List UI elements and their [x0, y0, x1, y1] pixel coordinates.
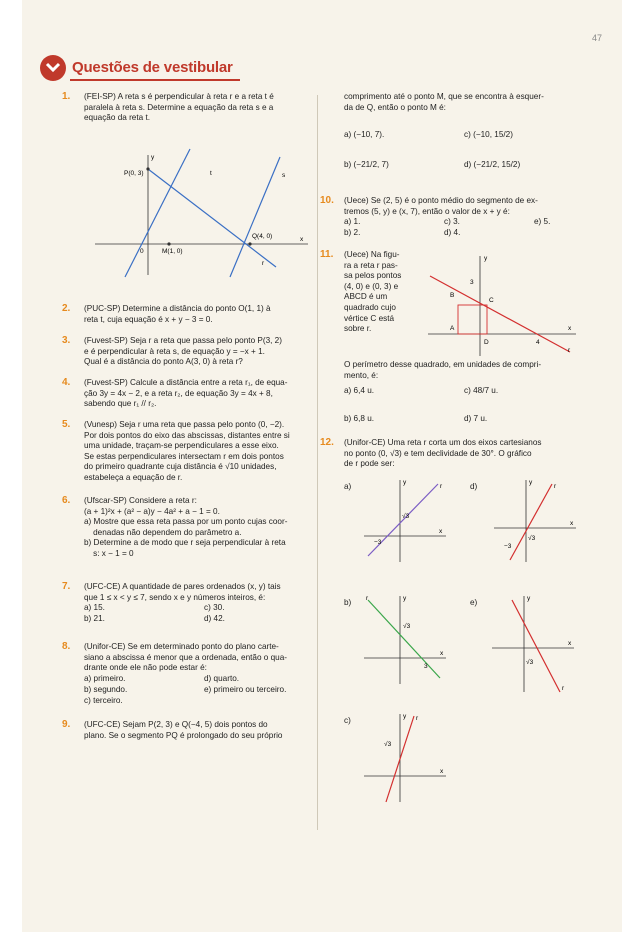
- option-d: d) 42.: [204, 614, 225, 623]
- question-8: [62, 641, 307, 705]
- axis-mark-4: 4: [536, 339, 540, 346]
- line-label-s: s: [282, 172, 286, 179]
- question-text: uma unidade, traçam-se perpendiculares a esse eixo.: [84, 441, 279, 451]
- question-text: plano. Se o segmento PQ é prolongado do seu próprio: [84, 730, 283, 740]
- question-number: 2.: [62, 303, 71, 314]
- axis-label-x: x: [440, 768, 444, 775]
- question-6: [62, 495, 307, 558]
- intercept-label: √3: [528, 535, 536, 542]
- question-text: paralela à reta s. Determine a equação da reta s e a: [84, 102, 274, 112]
- option-b: b) segundo.: [84, 685, 128, 694]
- option-c: c) 48/7 u.: [464, 386, 499, 395]
- question-part-b: b) Determine a de modo que r seja perpendicular à reta: [84, 538, 286, 548]
- question-number: 6.: [62, 495, 71, 506]
- question-number: 5.: [62, 419, 71, 430]
- question-text: do primeiro quadrante cuja distância é √10 unidades,: [84, 462, 277, 472]
- question-text: reta t, cuja equação é x + y − 3 = 0.: [84, 314, 213, 324]
- question-text: sabendo que r₁ // r₂.: [84, 399, 157, 409]
- option-c: c) 30.: [204, 603, 225, 612]
- axis-label-x: x: [439, 528, 443, 535]
- graph-option-c: [360, 710, 450, 806]
- graph-option-d: [490, 476, 580, 566]
- root-label: 3: [424, 663, 428, 670]
- question-text: estabeleça a equação de r.: [84, 472, 183, 482]
- question-text: (Unifor-CE) Se em determinado ponto do plano carte-: [84, 642, 279, 651]
- axis-label-x: x: [568, 640, 572, 647]
- question-text: no ponto (0, √3) e tem declividade de 30°. O gráfico: [344, 448, 532, 458]
- line-label-r: r: [440, 483, 443, 490]
- option-c: c) 3.: [444, 217, 460, 226]
- question-2: [62, 303, 307, 324]
- root-label: −3: [504, 543, 512, 550]
- question-text: siano a abscissa é menor que a ordenada, então o qua-: [84, 652, 288, 662]
- axis-label-y: y: [529, 479, 533, 486]
- question-text: (PUC-SP) Determine a distância do ponto O(1, 1) à: [84, 304, 271, 313]
- section-title: Questões de vestibular: [72, 59, 233, 76]
- option-a: a) 15.: [84, 603, 105, 612]
- question-4: [62, 377, 307, 409]
- line-label-r: r: [568, 347, 571, 354]
- graph-option-d-label: d): [470, 482, 478, 491]
- axis-label-x: x: [568, 325, 572, 332]
- question-part-a: a) Mostre que essa reta passa por um ponto cujas coor-: [84, 517, 288, 527]
- question-text: comprimento até o ponto M, que se encontra à esquer-: [344, 92, 544, 101]
- question-text: Por dois pontos do eixo das abscissas, distantes entre si: [84, 430, 290, 440]
- question-number: 4.: [62, 377, 71, 388]
- root-label: −3: [374, 539, 382, 546]
- question-text: (Fuvest-SP) Calcule a distância entre a reta r₁, de equa-: [84, 378, 288, 387]
- figure-q11-graph: [420, 252, 580, 362]
- section-header: [40, 55, 240, 85]
- intercept-label: √3: [526, 659, 534, 666]
- question-part-b: s: x − 1 = 0: [84, 548, 134, 558]
- column-divider: [317, 95, 318, 830]
- graph-option-b-label: b): [344, 598, 352, 607]
- question-number: 1.: [62, 91, 71, 102]
- axis-label-y: y: [527, 595, 531, 602]
- question-text: (FEI-SP) A reta s é perpendicular à reta r e a reta t é: [84, 92, 274, 101]
- option-b: b) 21.: [84, 614, 105, 623]
- option-a: a) 6,4 u.: [344, 386, 375, 395]
- axis-label-y: y: [403, 595, 407, 602]
- line-label-t: t: [210, 170, 212, 177]
- question-number: 10.: [320, 195, 334, 206]
- graph-option-e-label: e): [470, 598, 478, 607]
- question-3: [62, 335, 307, 367]
- question-text: tremos (5, y) e (x, 7), então o valor de x + y é:: [344, 206, 510, 216]
- question-number: 7.: [62, 581, 71, 592]
- option-c: c) (−10, 15/2): [464, 130, 513, 139]
- question-text: (Unifor-CE) Uma reta r corta um dos eixos cartesianos: [344, 438, 542, 447]
- question-text: (Vunesp) Seja r uma reta que passa pelo ponto (0, −2).: [84, 420, 285, 429]
- point-label-p: P(0, 3): [124, 170, 144, 177]
- question-number: 8.: [62, 641, 71, 652]
- axis-label-x: x: [300, 236, 304, 243]
- question-text: (Ufscar-SP) Considere a reta r:: [84, 496, 197, 505]
- title-underline: [70, 79, 240, 81]
- option-d: d) 4.: [444, 228, 461, 237]
- question-text: sa pelos pontos: [344, 271, 402, 281]
- question-text: (Uece) Na figu-: [344, 250, 400, 259]
- question-9: [62, 719, 307, 740]
- page-number: 47: [592, 33, 603, 43]
- figure-q1-graph: [90, 147, 312, 282]
- question-text: (Uece) Se (2, 5) é o ponto médio do segmento de ex-: [344, 196, 538, 205]
- question-12: [320, 437, 590, 469]
- axis-label-y: y: [403, 713, 407, 720]
- line-label-r: r: [416, 715, 419, 722]
- option-d: d) 7 u.: [464, 414, 488, 423]
- question-text: mento, é:: [344, 370, 379, 380]
- question-text: (UFC-CE) Sejam P(2, 3) e Q(−4, 5) dois pontos do: [84, 720, 268, 729]
- option-d: d) (−21/2, 15/2): [464, 160, 521, 169]
- graph-option-e: [488, 592, 578, 696]
- option-a: a) (−10, 7).: [344, 130, 385, 139]
- axis-mark-3: 3: [470, 279, 474, 286]
- question-text: da de Q, então o ponto M é:: [344, 102, 446, 112]
- question-text: de r pode ser:: [344, 459, 395, 469]
- option-b: b) 6,8 u.: [344, 414, 375, 423]
- graph-option-b: [360, 592, 450, 688]
- question-part-a: denadas não dependem do parâmetro a.: [84, 527, 242, 537]
- question-text: que 1 ≤ x < y ≤ 7, sendo x e y números inteiros, é:: [84, 592, 266, 602]
- question-text: ra a reta r pas-: [344, 260, 398, 270]
- vertex-label-c: C: [489, 297, 494, 304]
- arrow-badge-icon: [40, 55, 66, 81]
- option-b: b) 2.: [344, 228, 361, 237]
- question-text: vértice C está: [344, 313, 395, 323]
- question-5: [62, 419, 307, 482]
- axis-label-y: y: [403, 479, 407, 486]
- question-number: 12.: [320, 437, 334, 448]
- line-label-r: r: [562, 685, 565, 692]
- axis-label-y: y: [484, 255, 488, 262]
- question-text: (UFC-CE) A quantidade de pares ordenados (x, y) tais: [84, 582, 281, 591]
- option-a: a) primeiro.: [84, 674, 126, 683]
- axis-label-y: y: [151, 154, 155, 161]
- axis-label-x: x: [570, 520, 574, 527]
- line-label-r: r: [366, 595, 369, 602]
- option-e: e) 5.: [534, 217, 551, 226]
- question-text: Qual é a distância do ponto A(3, 0) à reta r?: [84, 357, 243, 367]
- intercept-label: √3: [402, 513, 410, 520]
- question-text: e é perpendicular à reta s, de equação y = −x + 1.: [84, 346, 265, 356]
- question-text: (4, 0) e (0, 3) e: [344, 281, 399, 291]
- origin-label: 0: [140, 248, 144, 255]
- option-a: a) 1.: [344, 217, 361, 226]
- vertex-label-a: A: [450, 325, 455, 332]
- graph-option-a-label: a): [344, 482, 352, 491]
- point-label-q: Q(4, 0): [252, 233, 273, 240]
- graph-option-a: [360, 476, 450, 566]
- point-label-m: M(1, 0): [162, 248, 183, 255]
- question-text: (a + 1)²x + (a² − a)y − 4a² + a − 1 = 0.: [84, 506, 220, 516]
- question-text: sobre r.: [344, 324, 372, 334]
- option-d: d) quarto.: [204, 674, 240, 683]
- intercept-label: √3: [384, 741, 392, 748]
- line-label-r: r: [262, 260, 265, 267]
- question-text: (Fuvest-SP) Seja r a reta que passa pelo ponto P(3, 2): [84, 336, 282, 345]
- intercept-label: √3: [403, 623, 411, 630]
- question-text: equação da reta t.: [84, 113, 151, 123]
- option-b: b) (−21/2, 7): [344, 160, 389, 169]
- question-text: Se estas perpendiculares intersectam r em dois pontos: [84, 451, 284, 461]
- question-text: ABCD é um: [344, 292, 388, 302]
- question-1: [62, 91, 307, 123]
- option-e: e) primeiro ou terceiro.: [204, 685, 287, 694]
- question-text: O perímetro desse quadrado, em unidades de compri-: [344, 360, 542, 369]
- question-text: quadrado cujo: [344, 302, 396, 312]
- question-text: drante onde ele não pode estar é:: [84, 663, 207, 673]
- question-number: 11.: [320, 249, 334, 260]
- question-number: 9.: [62, 719, 71, 730]
- question-text: ção 3y = 4x − 2, e a reta r₂, de equação 3y = 4x + 8,: [84, 388, 273, 398]
- question-7: [62, 582, 307, 622]
- question-number: 3.: [62, 335, 71, 346]
- question-10: [320, 195, 590, 237]
- graph-option-c-label: c): [344, 716, 351, 725]
- vertex-label-b: B: [450, 292, 455, 299]
- line-label-r: r: [554, 483, 557, 490]
- vertex-label-d: D: [484, 339, 489, 346]
- option-c: c) terceiro.: [84, 696, 123, 705]
- axis-label-x: x: [440, 650, 444, 657]
